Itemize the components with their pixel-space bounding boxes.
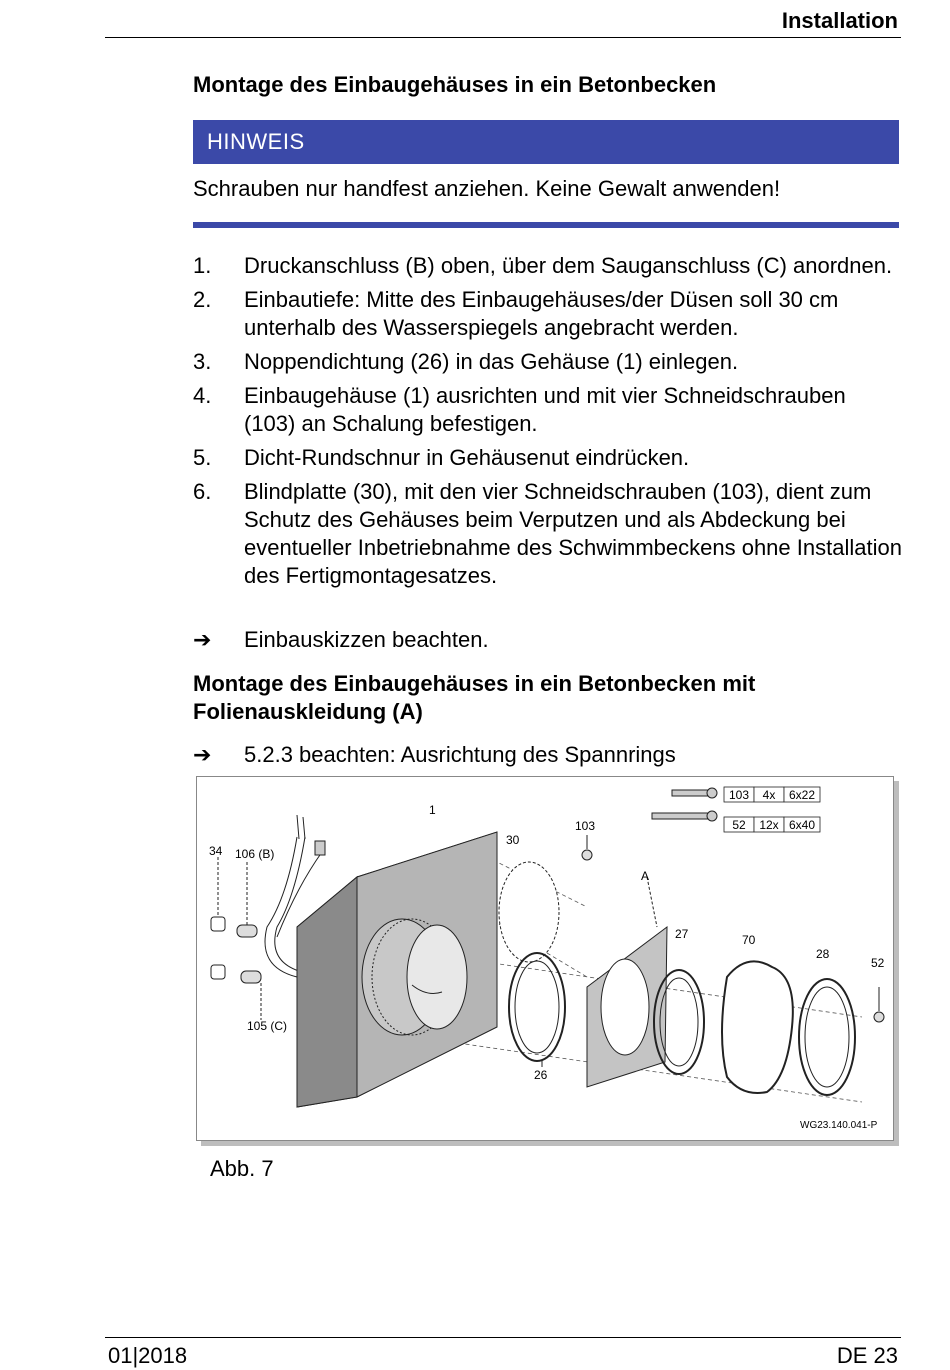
part-label: 105 (C) xyxy=(247,1019,288,1033)
step-number: 6. xyxy=(193,479,212,504)
parts-table-cell: 6x22 xyxy=(788,788,816,802)
connector-34-icon xyxy=(211,917,225,931)
step-number: 3. xyxy=(193,349,212,374)
header-section-title: Installation xyxy=(781,8,898,33)
footer-divider xyxy=(105,1337,901,1338)
installation-drawing xyxy=(196,776,894,1141)
part-label: A xyxy=(641,869,650,883)
step-number: 4. xyxy=(193,383,212,408)
part-label: 52 xyxy=(871,956,885,970)
note-text-2: 5.2.3 beachten: Ausrichtung des Spannrings xyxy=(244,742,676,767)
part-label: 1 xyxy=(429,803,436,817)
screw-103-icon xyxy=(582,850,592,860)
parts-table-cell: 103 xyxy=(728,788,750,802)
step-item xyxy=(193,348,903,376)
section-heading: Montage des Einbaugehäuses in ein Betonbecken xyxy=(193,72,717,97)
connector-105-icon xyxy=(211,965,225,979)
parts-table-cell: 52 xyxy=(732,818,746,832)
step-text: Einbautiefe: Mitte des Einbaugehäuses/der Düsen soll 30 cm unterhalb des Wasserspiegels angebracht werden. xyxy=(244,287,839,340)
step-number: 1. xyxy=(193,253,212,278)
blind-plate-30 xyxy=(499,862,559,962)
figure-caption: Abb. 7 xyxy=(210,1156,274,1181)
parts-table-cell: 12x xyxy=(759,818,779,832)
screw-6x22-icon xyxy=(672,790,712,796)
step-text: Noppendichtung (26) in das Gehäuse (1) einlegen. xyxy=(244,349,739,374)
section-heading-2-line2: Folienauskleidung (A) xyxy=(193,699,423,724)
step-text: Druckanschluss (B) oben, über dem Sauganschluss (C) anordnen. xyxy=(244,253,893,278)
header-divider xyxy=(105,37,901,38)
part-label: 27 xyxy=(675,927,689,941)
part-label: 30 xyxy=(506,833,520,847)
section-heading-2-line1: Montage des Einbaugehäuses in ein Betonbecken mit xyxy=(193,671,756,696)
step-text: Dicht-Rundschnur in Gehäusenut eindrücken. xyxy=(244,445,690,470)
screw-52-icon xyxy=(874,1012,884,1022)
step-text: Einbaugehäuse (1) ausrichten und mit vier Schneidschrauben (103) an Schalung befestigen. xyxy=(244,383,846,436)
step-list xyxy=(193,252,903,596)
step-number: 5. xyxy=(193,445,212,470)
step-number: 2. xyxy=(193,287,212,312)
part-label: 106 (B) xyxy=(235,847,275,861)
arrow-icon: ➔ xyxy=(193,742,212,767)
notice-banner xyxy=(193,120,899,164)
screw-6x40-icon xyxy=(652,813,712,819)
notice-label: HINWEIS xyxy=(207,129,305,154)
part-label: 103 xyxy=(575,819,596,833)
note-line xyxy=(193,626,489,654)
part-label: 28 xyxy=(816,947,830,961)
arrow-icon: ➔ xyxy=(193,627,212,652)
clamping-ring-28 xyxy=(799,979,855,1095)
sleeve-106-icon xyxy=(237,925,257,937)
step-item xyxy=(193,478,903,590)
part-label: 26 xyxy=(534,1068,548,1082)
parts-table-cell: 4x xyxy=(762,788,776,802)
footer-page-number: DE 23 xyxy=(836,1343,898,1368)
part-label: 34 xyxy=(209,844,223,858)
section-heading-2 xyxy=(193,670,755,726)
exploded-view-illustration xyxy=(197,777,893,1140)
step-item xyxy=(193,252,903,280)
step-item xyxy=(193,382,903,438)
notice-text: Schrauben nur handfest anziehen. Keine Gewalt anwenden! xyxy=(193,176,781,201)
frame-70 xyxy=(722,961,793,1093)
parts-table-cell: 6x40 xyxy=(788,818,816,832)
notice-divider xyxy=(193,222,899,228)
note-text: Einbauskizzen beachten. xyxy=(244,627,489,652)
step-item xyxy=(193,286,903,342)
drawing-code: WG23.140.041-P xyxy=(800,1120,878,1131)
step-item xyxy=(193,444,903,472)
step-text: Blindplatte (30), mit den vier Schneidschrauben (103), dient zum Schutz des Gehäuses beim Verputzen und als Abdeckung bei eventueller Inbetriebnahme des Schwimmbeckens ohne Installation des Fertigmontagesatzes. xyxy=(244,479,902,588)
footer-date: 01|2018 xyxy=(108,1343,188,1368)
part-label: 70 xyxy=(742,933,756,947)
sleeve-105-icon xyxy=(241,971,261,983)
note-line-2 xyxy=(193,741,676,769)
